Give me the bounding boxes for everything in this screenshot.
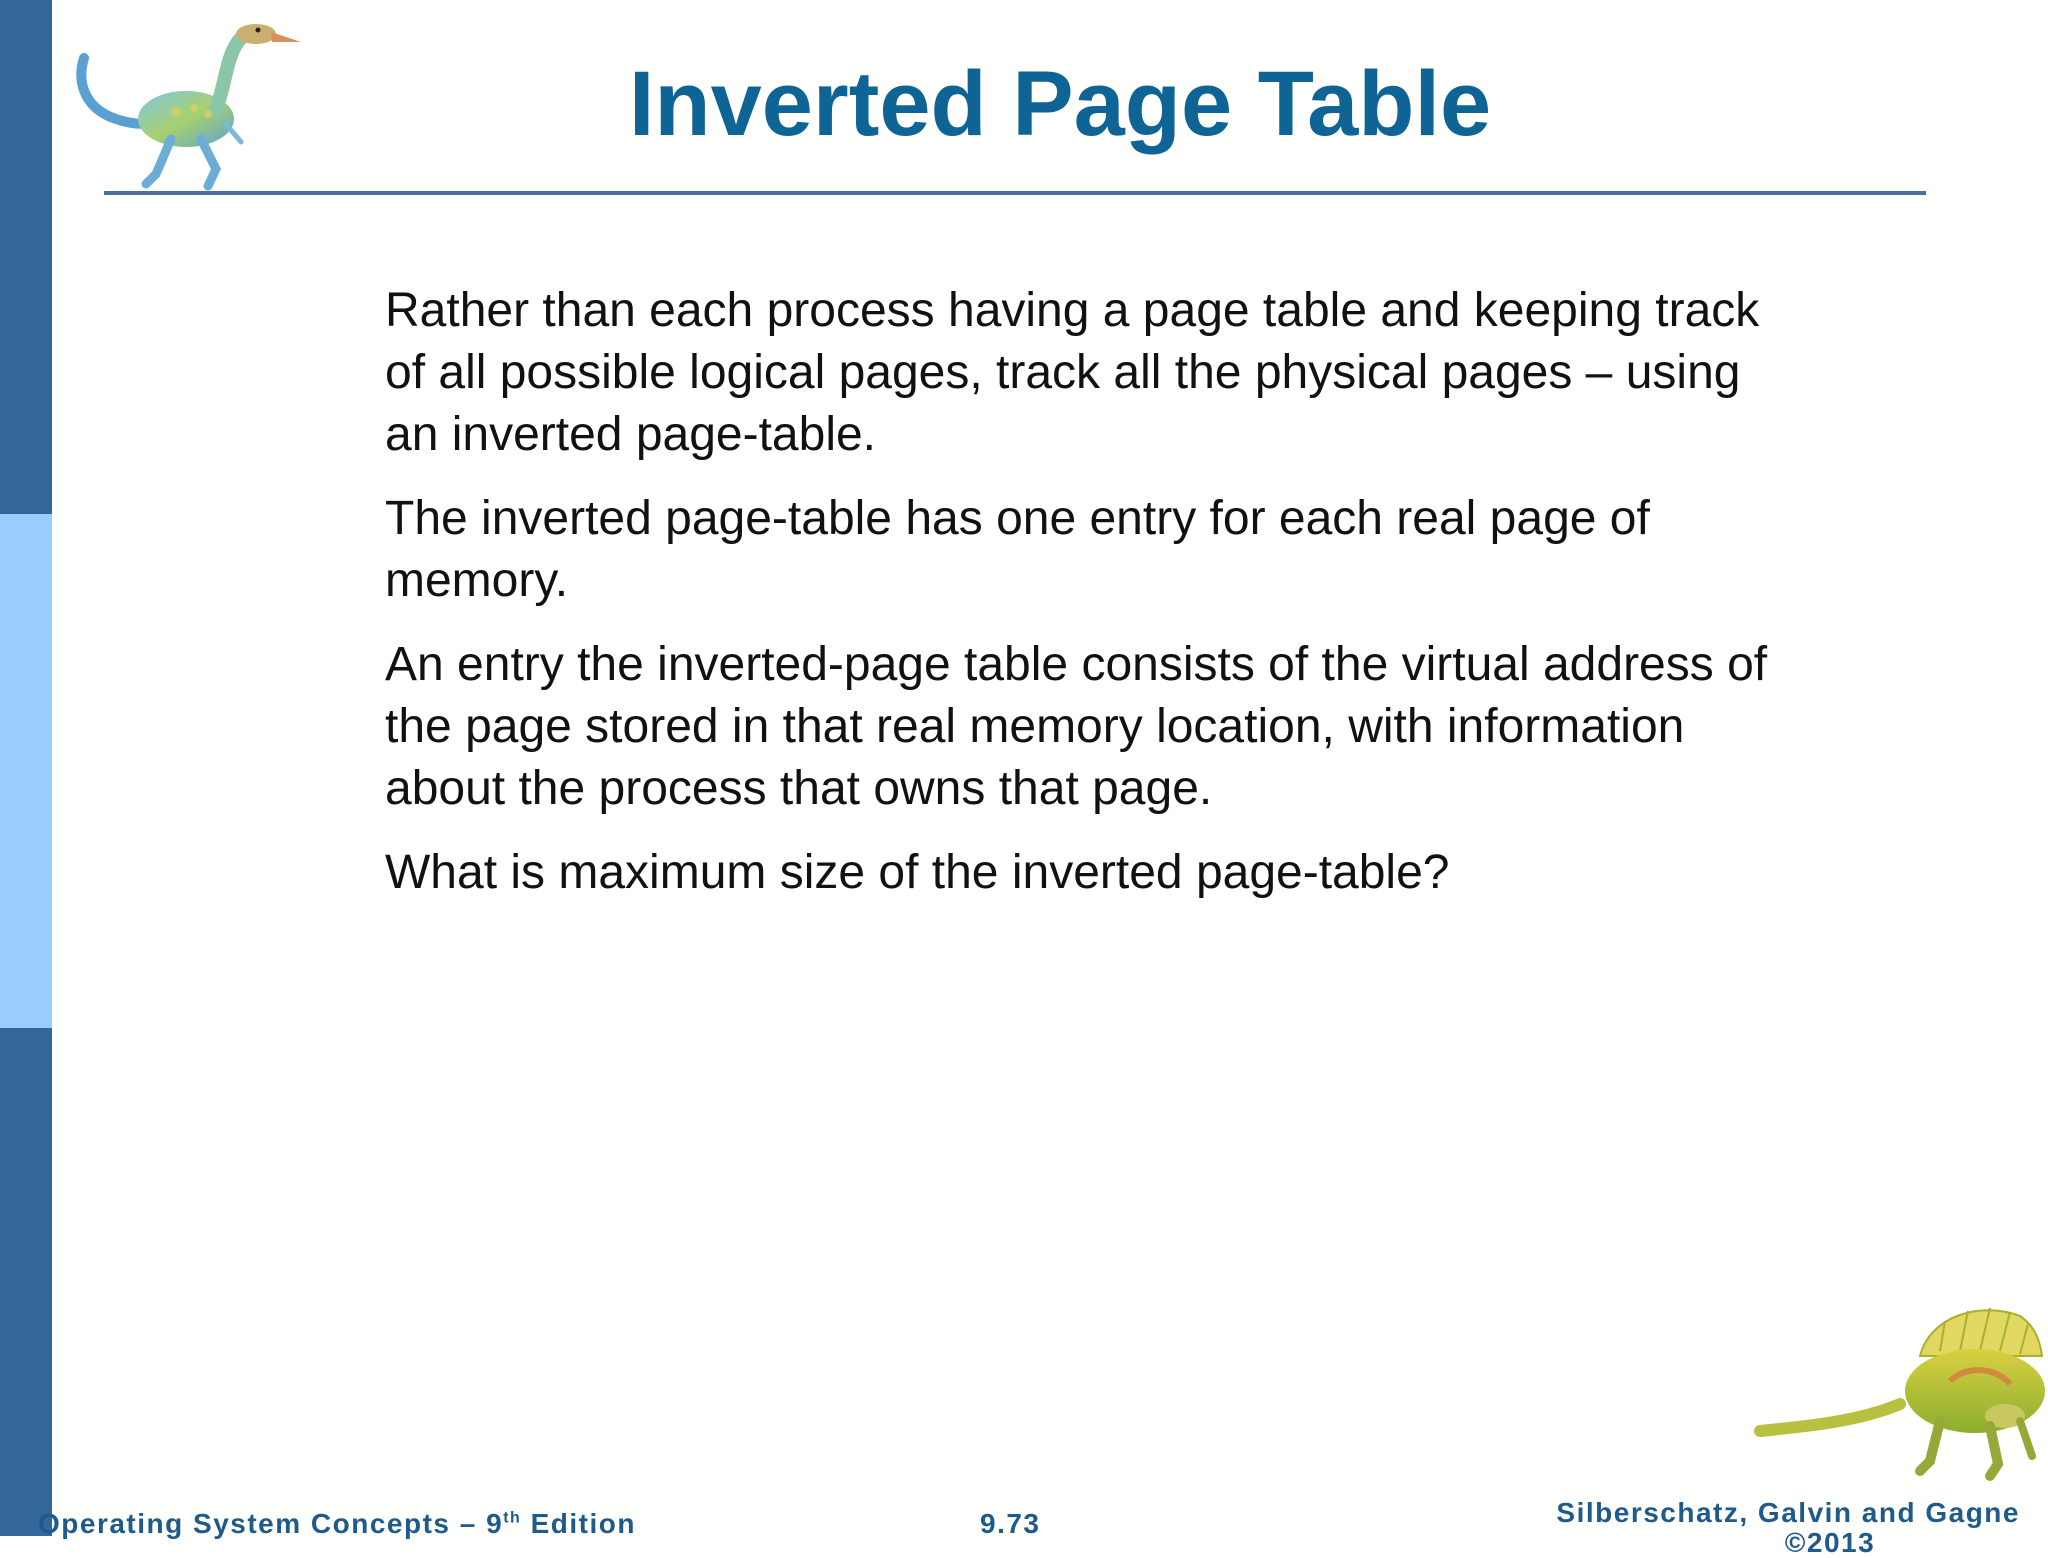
dinosaur-icon [76,14,316,194]
footer-slide-number: 9.73 [980,1508,1041,1539]
paragraph-3: An entry the inverted-page table consists of the virtual address of the page stored in that real memory location, with information about the process that owns that page. [385,638,1768,815]
footer-book-title-prefix: Operating System Concepts – 9 [38,1508,504,1539]
paragraph-2: The inverted page-table has one entry for each real page of memory. [385,492,1650,607]
footer-book-title-sup: th [503,1509,522,1527]
side-band-middle [0,514,52,1028]
footer-copyright: ©2013 [1784,1527,1876,1558]
footer-book-title [38,1508,636,1540]
footer-book-title-suffix: Edition [521,1508,636,1539]
slide-title: Inverted Page Table [628,53,1492,155]
stegosaurus-icon [1750,1296,2048,1496]
footer-authors: Silberschatz, Galvin and Gagne [1556,1497,2020,1528]
paragraph-1: Rather than each process having a page table and keeping track of all possible logical pages, track all the physical pages – using an inverted page-table. [385,284,1760,461]
paragraph-4: What is maximum size of the inverted page-table? [385,846,1450,899]
title-divider [104,191,1926,195]
slide-content [385,280,1805,926]
footer-authors-block [1520,1497,2020,1558]
side-band-top [0,0,52,514]
side-band-bottom [0,1028,52,1536]
